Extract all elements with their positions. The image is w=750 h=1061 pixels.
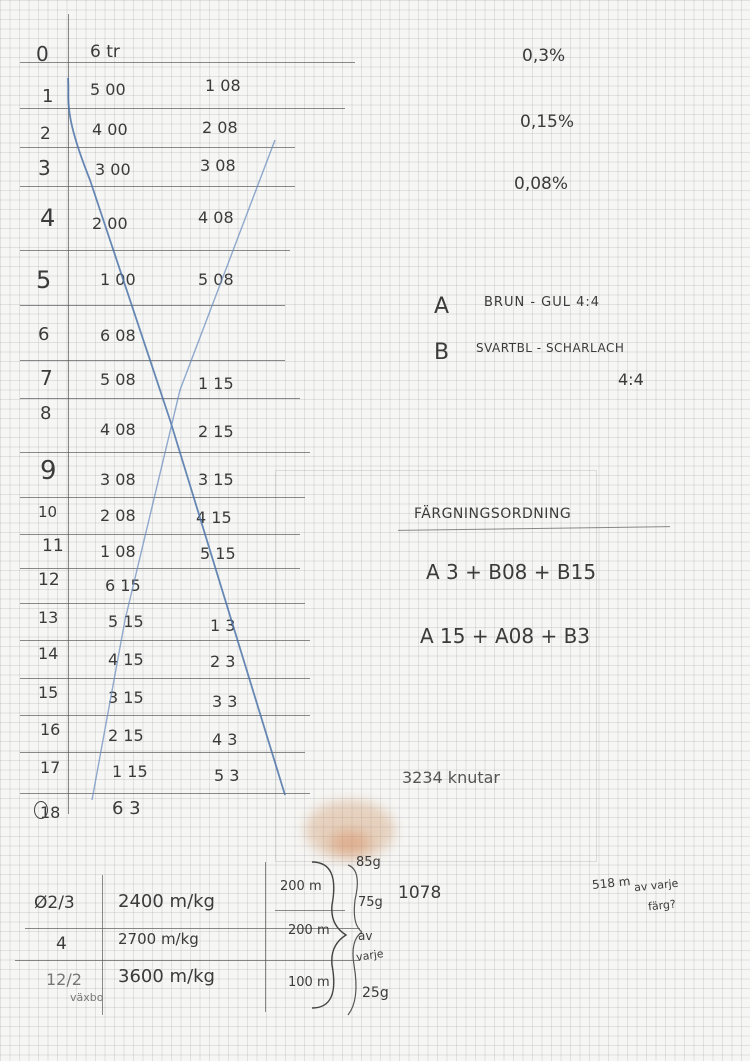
column-a-value: 6 08 <box>100 326 136 345</box>
legend-letter-b: B <box>434 340 450 365</box>
column-b-value: 3 15 <box>198 470 234 489</box>
row-number: 15 <box>38 683 59 702</box>
row-number: 0 <box>36 42 49 66</box>
yarn-length: 100 m <box>288 975 330 990</box>
yarn-rate: 3600 m/kg <box>118 966 215 987</box>
column-a-value: 6 15 <box>105 576 141 595</box>
row-number: 13 <box>38 608 59 627</box>
row-number: 8 <box>40 403 52 424</box>
legend-text-a: BRUN - GUL 4:4 <box>484 295 601 310</box>
column-b-value: 5 08 <box>198 270 234 289</box>
column-a-value: 4 15 <box>108 650 144 669</box>
yarn-note: färg? <box>647 897 677 914</box>
yarn-sublabel: växbo <box>70 991 104 1004</box>
yarn-label: Ø2/3 <box>34 893 75 913</box>
yarn-total: 1078 <box>398 883 442 903</box>
percentage: 0,15% <box>520 112 575 132</box>
knots-note: 3234 knutar <box>402 768 501 787</box>
row-number: 10 <box>38 503 58 521</box>
dye-order-heading: FÄRGNINGSORDNING <box>414 506 572 522</box>
legend-text-b: SVARTBL - SCHARLACH <box>476 341 625 355</box>
column-b-value: 2 15 <box>198 422 234 441</box>
row-number: 11 <box>42 536 64 556</box>
percentage: 0,08% <box>514 174 569 194</box>
column-a-value: 3 00 <box>95 160 131 179</box>
row-number: 4 <box>40 204 56 232</box>
column-b-value: 5 3 <box>214 766 240 785</box>
column-a-value: 3 15 <box>108 688 144 707</box>
yarn-rate: 2700 m/kg <box>118 930 199 948</box>
yarn-length: 200 m <box>280 879 322 894</box>
column-a-value: 1 08 <box>100 542 136 561</box>
column-b-value: 1 08 <box>205 76 241 95</box>
yarn-label: 4 <box>56 934 67 954</box>
row-number: 16 <box>40 720 61 739</box>
yarn-weight: varje <box>355 947 385 964</box>
column-a-value: 2 08 <box>100 506 136 525</box>
yarn-weight: av <box>358 929 373 943</box>
row-number: 18 <box>40 803 61 822</box>
column-b-value: 1 3 <box>210 616 236 635</box>
column-b-value: 5 15 <box>200 544 236 563</box>
row-number: 9 <box>40 456 57 486</box>
legend-ratio-b: 4:4 <box>618 370 644 389</box>
row-number: 5 <box>36 266 52 294</box>
column-b-value: 3 3 <box>212 692 238 711</box>
percentage: 0,3% <box>522 46 566 66</box>
column-a-value: 2 15 <box>108 726 144 745</box>
column-a-value: 4 00 <box>92 120 128 139</box>
dye-order-line: A 3 + B08 + B15 <box>426 560 597 584</box>
yarn-rate: 2400 m/kg <box>118 891 215 912</box>
row-number: 3 <box>38 156 51 180</box>
column-a-value: 4 08 <box>100 420 136 439</box>
row-number: 12 <box>38 570 60 590</box>
column-a-value: 6 tr <box>90 42 120 62</box>
yarn-weight: 75g <box>358 895 383 910</box>
row-number: 7 <box>40 366 53 390</box>
column-b-value: 4 15 <box>196 508 232 527</box>
row-number: 6 <box>38 324 50 345</box>
column-b-value: 4 3 <box>212 730 238 749</box>
column-a-value: 3 08 <box>100 470 136 489</box>
row-number: 14 <box>38 644 59 663</box>
row-number: 17 <box>40 758 61 777</box>
yarn-weight: 85g <box>356 855 381 870</box>
yarn-note: 518 m <box>591 874 632 892</box>
column-a-value: 5 08 <box>100 370 136 389</box>
legend-letter-a: A <box>434 294 450 319</box>
brace <box>312 862 346 1008</box>
column-a-value: 5 15 <box>108 612 144 631</box>
column-b-value: 4 08 <box>198 208 234 227</box>
row-number: 2 <box>40 124 51 144</box>
column-a-value: 6 3 <box>112 798 141 819</box>
row-number: 1 <box>42 86 54 107</box>
yarn-note: av varje <box>633 876 679 895</box>
brace <box>348 932 362 1015</box>
column-b-value: 1 15 <box>198 374 234 393</box>
column-a-value: 2 00 <box>92 214 128 233</box>
column-a-value: 1 00 <box>100 270 136 289</box>
yarn-weight: 25g <box>362 985 389 1001</box>
column-b-value: 2 08 <box>202 118 238 137</box>
column-b-value: 2 3 <box>210 652 236 671</box>
column-a-value: 5 00 <box>90 80 126 99</box>
dye-order-line: A 15 + A08 + B3 <box>420 624 591 648</box>
yarn-length: 200 m <box>288 923 330 938</box>
column-a-value: 1 15 <box>112 762 148 781</box>
column-b-value: 3 08 <box>200 156 236 175</box>
yarn-label: 12/2 <box>46 970 82 989</box>
